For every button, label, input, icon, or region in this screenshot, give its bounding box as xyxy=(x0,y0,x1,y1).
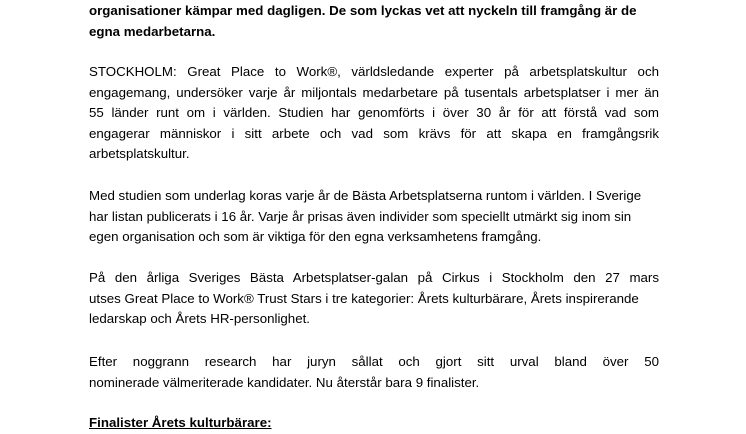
paragraph-line: har listan publicerats i 16 år. Varje år prisas även individer som speciellt utmärkt sig inom sin xyxy=(89,208,632,224)
lead-paragraph xyxy=(89,1,659,42)
paragraph-line: arbetsplatskultur. xyxy=(89,146,190,162)
lead-line: organisationer kämpar med dagligen. De som lyckas vet att nyckeln till framgång är de xyxy=(89,3,637,18)
body-paragraph-study xyxy=(89,186,659,248)
paragraph-line: engagemang, undersöker varje år miljontals medarbetare på tusentals arbetsplatser i mer än xyxy=(89,84,659,100)
paragraph-line: Efter noggrann research har juryn sållat och gjort sitt urval bland över 50 xyxy=(89,354,659,369)
paragraph-line: ledarskap och Årets HR-personlighet. xyxy=(89,311,310,327)
paragraph-line: utses Great Place to Work® Trust Stars i tre kategorier: Årets kulturbärare, Årets inspirerande xyxy=(89,290,639,306)
paragraph-line: Med studien som underlag koras varje år de Bästa Arbetsplatserna runtom i världen. I Sverige xyxy=(89,188,642,203)
paragraph-line: engagerar människor i sitt arbete och vad som krävs för att skapa en framgångsrik xyxy=(89,125,659,141)
lead-line: egna medarbetarna. xyxy=(89,23,216,39)
paragraph-line: nominerade välmeriterade kandidater. Nu återstår bara 9 finalister. xyxy=(89,374,480,390)
paragraph-line: egen organisation och som är viktiga för den egna verksamhetens framgång. xyxy=(89,229,542,245)
body-paragraph-jury xyxy=(89,352,659,393)
section-heading-finalists: Finalister Årets kulturbärare: xyxy=(89,415,272,430)
body-paragraph-stockholm xyxy=(89,62,659,165)
paragraph-line: 55 länder runt om i världen. Studien har genomförts i över 30 år för att förstå vad som xyxy=(89,105,659,121)
paragraph-line: STOCKHOLM: Great Place to Work®, världsledande experter på arbetsplatskultur och xyxy=(89,64,659,79)
paragraph-line: På den årliga Sveriges Bästa Arbetsplatser-galan på Cirkus i Stockholm den 27 mars xyxy=(89,270,659,285)
body-paragraph-gala xyxy=(89,268,659,330)
